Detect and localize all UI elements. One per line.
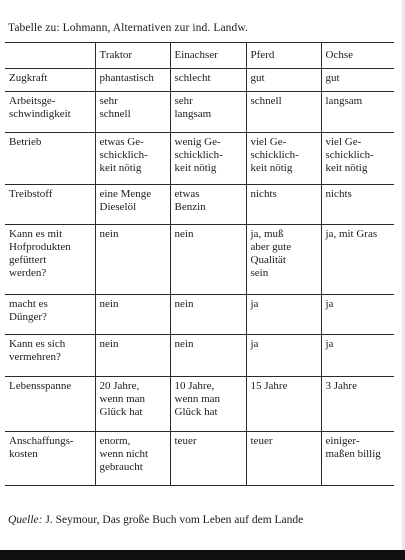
table-cell: ja: [246, 335, 321, 377]
table-cell: nein: [95, 295, 170, 335]
table-row: [5, 69, 394, 92]
header-corner: [5, 43, 95, 69]
table-cell: nein: [95, 335, 170, 377]
source-text: J. Seymour, Das große Buch vom Leben auf dem Lande: [45, 514, 304, 526]
row-label: Arbeitsge- schwindigkeit: [5, 92, 95, 133]
table-cell: enorm, wenn nicht gebraucht: [95, 432, 170, 486]
table-cell: etwas Ge- schicklich- keit nötig: [95, 133, 170, 185]
table-row: [5, 185, 394, 225]
source-citation: [8, 514, 303, 526]
table-cell: einiger- maßen billig: [321, 432, 394, 486]
header-einachser: Einachser: [170, 43, 246, 69]
row-label: Betrieb: [5, 133, 95, 185]
table-cell: nichts: [321, 185, 394, 225]
table-cell: 15 Jahre: [246, 377, 321, 432]
table-cell: ja: [246, 295, 321, 335]
header-ochse: Ochse: [321, 43, 394, 69]
header-pferd: Pferd: [246, 43, 321, 69]
table-cell: 3 Jahre: [321, 377, 394, 432]
table-row: [5, 92, 394, 133]
row-label: Lebensspanne: [5, 377, 95, 432]
table-cell: sehr langsam: [170, 92, 246, 133]
table-cell: etwas Benzin: [170, 185, 246, 225]
table-cell: sehr schnell: [95, 92, 170, 133]
table-row: [5, 335, 394, 377]
table-cell: 10 Jahre, wenn man Glück hat: [170, 377, 246, 432]
table-cell: viel Ge- schicklich- keit nötig: [246, 133, 321, 185]
row-label: Kann es mit Hofprodukten gefüttert werden?: [5, 225, 95, 295]
table-cell: viel Ge- schicklich- keit nötig: [321, 133, 394, 185]
table-row: [5, 432, 394, 486]
table-cell: teuer: [246, 432, 321, 486]
table-cell: wenig Ge- schicklich- keit nötig: [170, 133, 246, 185]
table-cell: nein: [170, 295, 246, 335]
table-cell: schnell: [246, 92, 321, 133]
table-cell: teuer: [170, 432, 246, 486]
table-cell: nein: [170, 335, 246, 377]
table-cell: nein: [170, 225, 246, 295]
source-label: Quelle:: [8, 514, 43, 526]
table-cell: ja: [321, 335, 394, 377]
table-row: [5, 377, 394, 432]
table-cell: phantastisch: [95, 69, 170, 92]
table-header-row: [5, 43, 394, 69]
table-cell: ja: [321, 295, 394, 335]
table-row: [5, 133, 394, 185]
row-label: Treibstoff: [5, 185, 95, 225]
table-cell: gut: [246, 69, 321, 92]
table-row: [5, 225, 394, 295]
scan-border-bottom: [0, 550, 405, 560]
header-traktor: Traktor: [95, 43, 170, 69]
table-cell: ja, muß aber gute Qualität sein: [246, 225, 321, 295]
table-cell: gut: [321, 69, 394, 92]
row-label: macht es Dünger?: [5, 295, 95, 335]
table-cell: nichts: [246, 185, 321, 225]
table-cell: schlecht: [170, 69, 246, 92]
table-caption: Tabelle zu: Lohmann, Alternativen zur ind. Landw.: [8, 22, 248, 34]
table-row: [5, 295, 394, 335]
table-cell: eine Menge Dieselöl: [95, 185, 170, 225]
comparison-table: [5, 42, 394, 486]
table-cell: nein: [95, 225, 170, 295]
row-label: Anschaffungs- kosten: [5, 432, 95, 486]
table-cell: langsam: [321, 92, 394, 133]
table-cell: 20 Jahre, wenn man Glück hat: [95, 377, 170, 432]
table-cell: ja, mit Gras: [321, 225, 394, 295]
row-label: Zugkraft: [5, 69, 95, 92]
row-label: Kann es sich vermehren?: [5, 335, 95, 377]
